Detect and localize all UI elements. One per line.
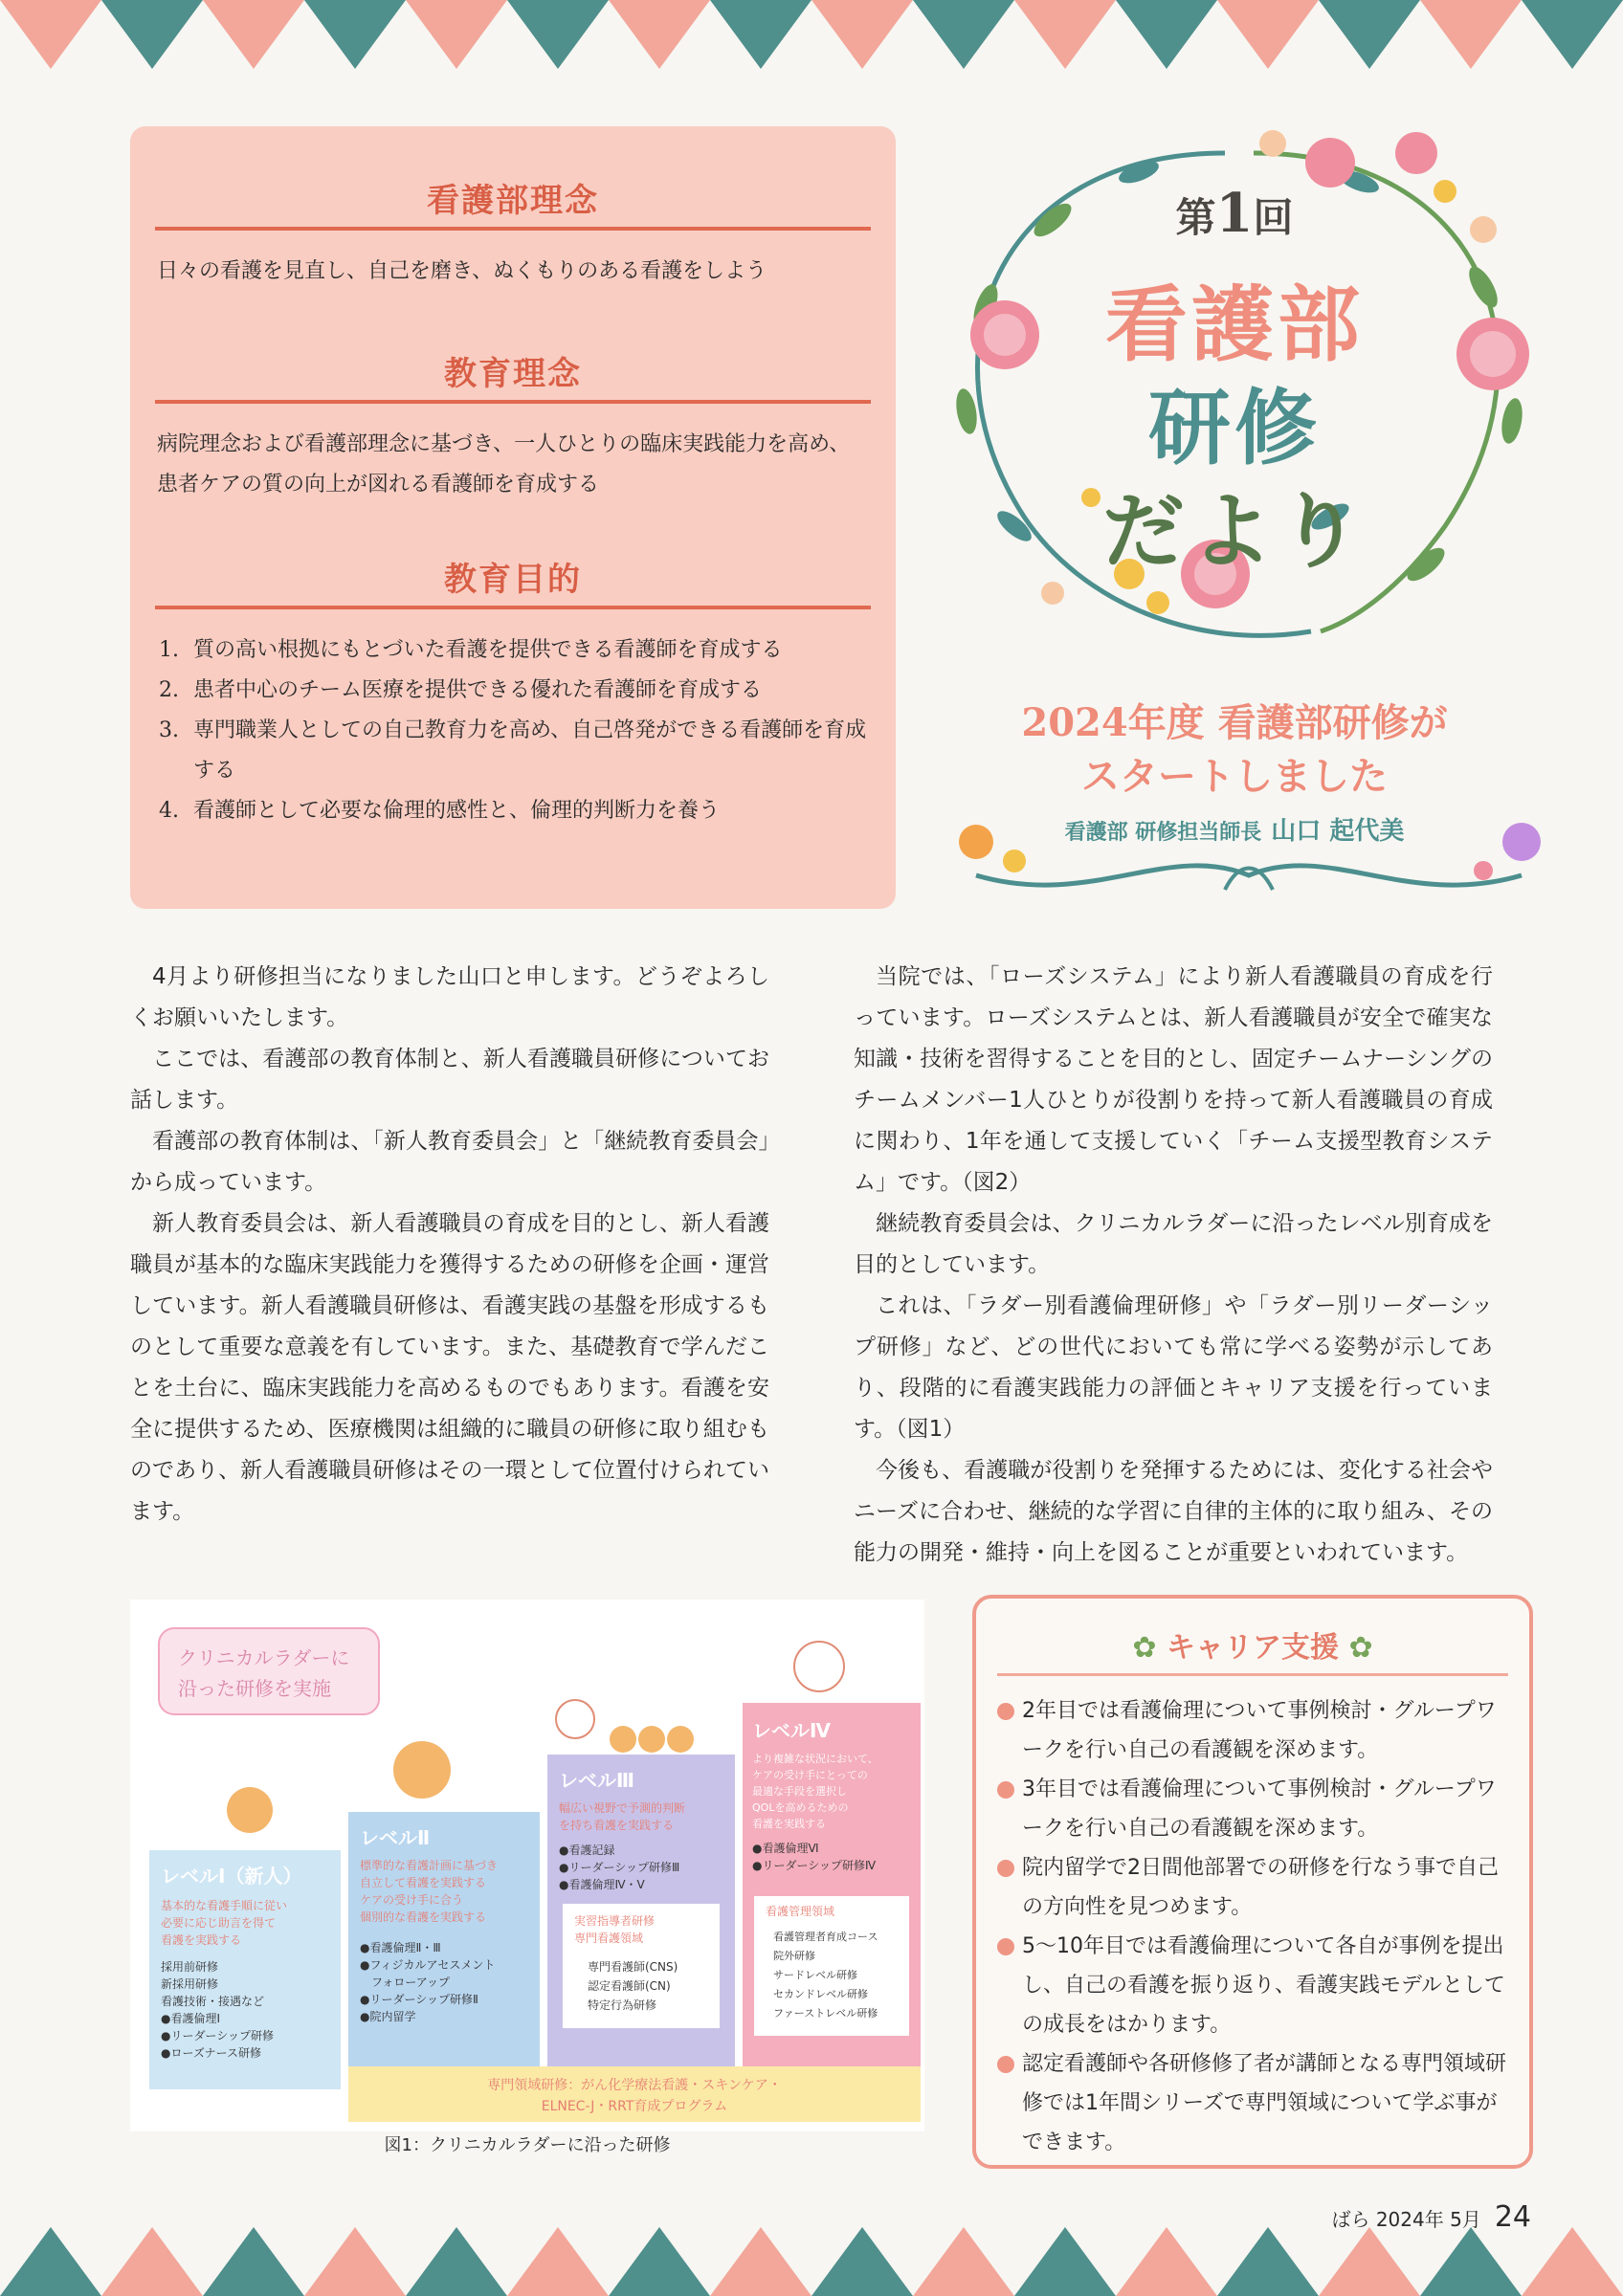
bunting-triangle xyxy=(0,0,101,69)
level-1-item: 新採用研修 xyxy=(161,1977,219,1991)
bunting-triangle xyxy=(609,2227,710,2296)
level-2-item: ●リーダーシップ研修Ⅱ xyxy=(360,1993,478,2006)
level-3-title: レベルⅢ xyxy=(559,1769,634,1792)
level-4-box-item: 院外研修 xyxy=(773,1950,815,1962)
paragraph: ここでは、看護部の教育体制と、新人看護職員研修についてお話します。 xyxy=(130,1047,769,1113)
badge-line-1: クリニカルラダーに xyxy=(178,1646,350,1669)
paragraph: 4月より研修担当になりました山口と申します。どうぞよろしくお願いいたします。 xyxy=(130,964,769,1030)
level-1-item: ●ローズナース研修 xyxy=(161,2046,262,2060)
level-4-box-item: 看護管理者育成コース xyxy=(773,1931,878,1943)
bunting-triangle xyxy=(609,0,710,69)
goal-item: 3. 専門職業人としての自己教育力を高め、自己啓発ができる看護師を育成する xyxy=(159,718,867,783)
badge-line-2: 沿った研修を実施 xyxy=(178,1677,331,1700)
level-1-item: 看護技術・接遇など xyxy=(161,1995,265,2008)
bunting-triangle xyxy=(0,2227,101,2296)
bunting-triangle xyxy=(304,0,406,69)
level-3-box-item: 特定行為研修 xyxy=(588,1998,657,2012)
career-item: 3年目では看護倫理について事例検討・グループワークを行い自己の看護観を深めます。 xyxy=(997,1770,1508,1848)
chick-icon xyxy=(393,1741,451,1799)
bunting-triangle xyxy=(1116,2227,1217,2296)
hen-icon xyxy=(556,1700,594,1738)
level-4-title: レベルⅣ xyxy=(752,1719,831,1742)
level-3-desc: を持ち看護を実践する xyxy=(559,1819,675,1832)
bunting-triangle xyxy=(710,0,812,69)
bunting-triangle xyxy=(1319,2227,1420,2296)
bunting-triangle xyxy=(812,0,913,69)
chick-icon xyxy=(638,1726,665,1753)
specialty-training-line-2: ELNEC-J・RRT育成プログラム xyxy=(541,2099,728,2114)
career-item: 2年目では看護倫理について事例検討・グループワークを行い自己の看護観を深めます。 xyxy=(997,1691,1508,1770)
education-philosophy-text: 病院理念および看護部理念に基づき、一人ひとりの臨床実践能力を高め、患者ケアの質の向上が図れる看護師を育成する xyxy=(157,432,851,497)
level-3-item: ●看護倫理Ⅳ・Ⅴ xyxy=(559,1878,645,1891)
title-line-1: 看護部 xyxy=(1105,277,1364,373)
paragraph: 当院では、「ローズシステム」により新人看護職員の育成を行っています。ローズシステムとは、新人看護職員が安全で確実な知識・技術を習得することを目的とし、固定チームナーシングのチームメンバー1人ひとりが役割りを持って新人看護職員の育成に関わり、1年を通して支援していく「チーム支援型教育システム」です。（図2） xyxy=(854,964,1493,1195)
bunting-triangle xyxy=(203,2227,304,2296)
nursing-philosophy-text: 日々の看護を見直し、自己を磨き、ぬくもりのある看護をしよう xyxy=(157,259,767,283)
level-1-item: ●看護倫理Ⅰ xyxy=(161,2012,221,2025)
bunting-triangle xyxy=(1420,2227,1522,2296)
bullet-icon xyxy=(997,2056,1014,2073)
career-item: 認定看護師や各研修修了者が講師となる専門領域研修では1年間シリーズで専門領域について学ぶ事ができます。 xyxy=(997,2044,1508,2162)
level-2-item: ●看護倫理Ⅱ・Ⅲ xyxy=(360,1941,441,1954)
bullet-icon xyxy=(997,1781,1014,1799)
article-headline: 2024年度 看護部研修が スタートしました xyxy=(1021,700,1448,799)
bunting-triangle xyxy=(101,2227,203,2296)
level-4-box-item: ファーストレベル研修 xyxy=(773,2007,878,2020)
level-1-desc: 基本的な看護手順に従い xyxy=(161,1899,288,1912)
bunting-triangle xyxy=(406,2227,507,2296)
level-2-item: ●フィジカルアセスメント xyxy=(360,1958,496,1972)
career-item: 院内留学で2日間他部署での研修を行なう事で自己の方向性を見つめます。 xyxy=(997,1848,1508,1927)
bullet-icon xyxy=(997,1860,1014,1877)
career-support-heading: ✿ キャリア支援 ✿ xyxy=(997,1623,1508,1676)
level-3-box-title: 専門看護領域 xyxy=(574,1932,644,1945)
level-1-item: ●リーダーシップ研修 xyxy=(161,2029,274,2042)
level-4-box-title: 看護管理領域 xyxy=(766,1905,835,1918)
issue-number: 第1回 xyxy=(1175,182,1294,245)
goal-item: 2. 患者中心のチーム医療を提供できる優れた看護師を育成する xyxy=(159,678,763,702)
education-goals-list xyxy=(155,630,871,831)
level-4-item: ●看護倫理Ⅵ xyxy=(752,1842,819,1855)
bunting-triangle xyxy=(913,2227,1014,2296)
figure-caption: 図1：クリニカルラダーに沿った研修 xyxy=(384,2135,671,2155)
bunting-triangle xyxy=(1014,0,1116,69)
level-3-box-title: 実習指導者研修 xyxy=(574,1914,656,1928)
education-philosophy-heading: 教育理念 xyxy=(155,347,871,404)
bullet-icon xyxy=(997,1938,1014,1955)
level-3-desc: 幅広い視野で予測的判断 xyxy=(559,1801,686,1815)
bunting-triangle xyxy=(507,2227,609,2296)
bunting-triangle xyxy=(913,0,1014,69)
level-4-desc: 最適な手段を選択し xyxy=(752,1785,847,1798)
bunting-triangle xyxy=(507,0,609,69)
publication-name: ばら 2024年 5月 xyxy=(1331,2208,1481,2231)
level-2-desc: 標準的な看護計画に基づき xyxy=(360,1859,499,1872)
bunting-triangle xyxy=(710,2227,812,2296)
level-2-title: レベルⅡ xyxy=(360,1826,431,1849)
level-2-desc: 自立して看護を実践する xyxy=(360,1876,487,1889)
bunting-triangle xyxy=(1217,0,1319,69)
rooster-icon xyxy=(794,1642,844,1691)
page-number: 24 xyxy=(1494,2200,1531,2234)
paragraph: 今後も、看護職が役割りを発揮するためには、変化する社会やニーズに合わせ、継続的な学習に自律的主体的に取り組み、その能力の開発・維持・向上を図ることが重要といわれています。 xyxy=(854,1458,1494,1565)
bunting-triangle xyxy=(812,2227,913,2296)
level-2-item: ●院内留学 xyxy=(360,2010,416,2023)
paragraph: これは、「ラダー別看護倫理研修」や「ラダー別リーダーシップ研修」など、どの世代においても常に学べる姿勢が示してあり、段階的に看護実践能力の評価とキャリア支援を行っています。（図1） xyxy=(854,1293,1493,1442)
swirl-icon: ✿ xyxy=(1132,1631,1167,1665)
chick-icon xyxy=(610,1726,636,1753)
title-line-3: だより xyxy=(1102,484,1367,580)
bunting-triangle xyxy=(1522,2227,1623,2296)
body-column-right xyxy=(854,957,1493,1574)
author-byline: 看護部 研修担当師長 山口 起代美 xyxy=(1064,817,1405,846)
bunting-triangle xyxy=(1217,2227,1319,2296)
goal-item: 4. 看護師として必要な倫理的感性と、倫理的判断力を養う xyxy=(159,799,721,823)
bunting-triangle xyxy=(1116,0,1217,69)
bottom-bunting-decoration xyxy=(0,2219,1623,2296)
top-bunting-decoration xyxy=(0,0,1623,77)
paragraph: 継続教育委員会は、クリニカルラダーに沿ったレベル別育成を目的としています。 xyxy=(854,1211,1493,1277)
career-support-box xyxy=(972,1595,1533,2169)
paragraph: 新人教育委員会は、新人看護職員の育成を目的とし、新人看護職員が基本的な臨床実践能力を獲得するための研修を企画・運営しています。新人看護職員研修は、看護実践の基盤を形成するものとして重要な意義を有しています。また、基礎教育で学んだことを土台に、臨床実践能力を高めるものでもあります。看護を安全に提供するため、医療機関は組織的に職員の研修に取り組むものであり、新人看護職員研修はその一環として位置付けられています。 xyxy=(130,1211,769,1524)
bunting-triangle xyxy=(1014,2227,1116,2296)
philosophy-panel xyxy=(130,126,896,909)
bunting-triangle xyxy=(1420,0,1522,69)
bunting-triangle xyxy=(101,0,203,69)
nursing-philosophy-heading: 看護部理念 xyxy=(155,174,871,231)
level-4-item: ●リーダーシップ研修Ⅳ xyxy=(752,1859,877,1872)
level-1-item: 採用前研修 xyxy=(161,1960,219,1974)
chick-icon xyxy=(227,1787,273,1833)
bunting-triangle xyxy=(1522,0,1623,69)
bunting-triangle xyxy=(203,0,304,69)
level-3-box-item: 認定看護師(CN) xyxy=(588,1979,671,1993)
level-3-box-item: 専門看護師(CNS) xyxy=(588,1960,678,1974)
specialty-training-line-1: 専門領域研修：がん化学療法看護・スキンケア・ xyxy=(487,2078,782,2093)
ladder-badge xyxy=(159,1628,379,1714)
career-item: 5～10年目では看護倫理について各自が事例を提出し、自己の看護を振り返り、看護実践モデルとしての成長をはかります。 xyxy=(997,1927,1508,2044)
level-1-desc: 看護を実践する xyxy=(161,1933,242,1947)
scroll-ornament xyxy=(938,784,1560,909)
swirl-icon: ✿ xyxy=(1339,1631,1373,1665)
education-goals-heading: 教育目的 xyxy=(155,553,871,609)
bunting-triangle xyxy=(304,2227,406,2296)
level-3-item: ●リーダーシップ研修Ⅲ xyxy=(559,1861,680,1874)
level-3-item: ●看護記録 xyxy=(559,1843,615,1857)
level-4-box-item: サードレベル研修 xyxy=(773,1969,857,1981)
chick-icon xyxy=(667,1726,694,1753)
level-4-box-item: セカンドレベル研修 xyxy=(773,1988,868,2000)
bunting-triangle xyxy=(1319,0,1420,69)
level-4-desc: より複雑な状況において、 xyxy=(752,1753,878,1765)
goal-item: 1. 質の高い根拠にもとづいた看護を提供できる看護師を育成する xyxy=(159,638,783,662)
level-1-title: レベルⅠ（新人） xyxy=(161,1865,302,1888)
level-2-desc: ケアの受け手に合う xyxy=(360,1893,464,1907)
level-1-desc: 必要に応じ助言を得て xyxy=(161,1916,277,1930)
level-4-desc: ケアの受け手にとっての xyxy=(752,1769,868,1781)
body-column-left xyxy=(130,957,769,1533)
level-4-desc: QOLを高めるための xyxy=(752,1801,849,1814)
paragraph: 看護部の教育体制は、「新人教育委員会」と「継続教育委員会」から成っています。 xyxy=(130,1129,769,1195)
bullet-icon xyxy=(997,1703,1014,1720)
level-4-desc: 看護を実践する xyxy=(752,1818,826,1830)
title-line-2: 研修 xyxy=(1148,381,1321,476)
clinical-ladder-figure xyxy=(130,1600,924,2131)
career-support-list xyxy=(997,1691,1508,2162)
level-2-item: フォローアップ xyxy=(360,1976,450,1989)
level-2-desc: 個別的な看護を実践する xyxy=(360,1910,487,1924)
bunting-triangle xyxy=(406,0,507,69)
